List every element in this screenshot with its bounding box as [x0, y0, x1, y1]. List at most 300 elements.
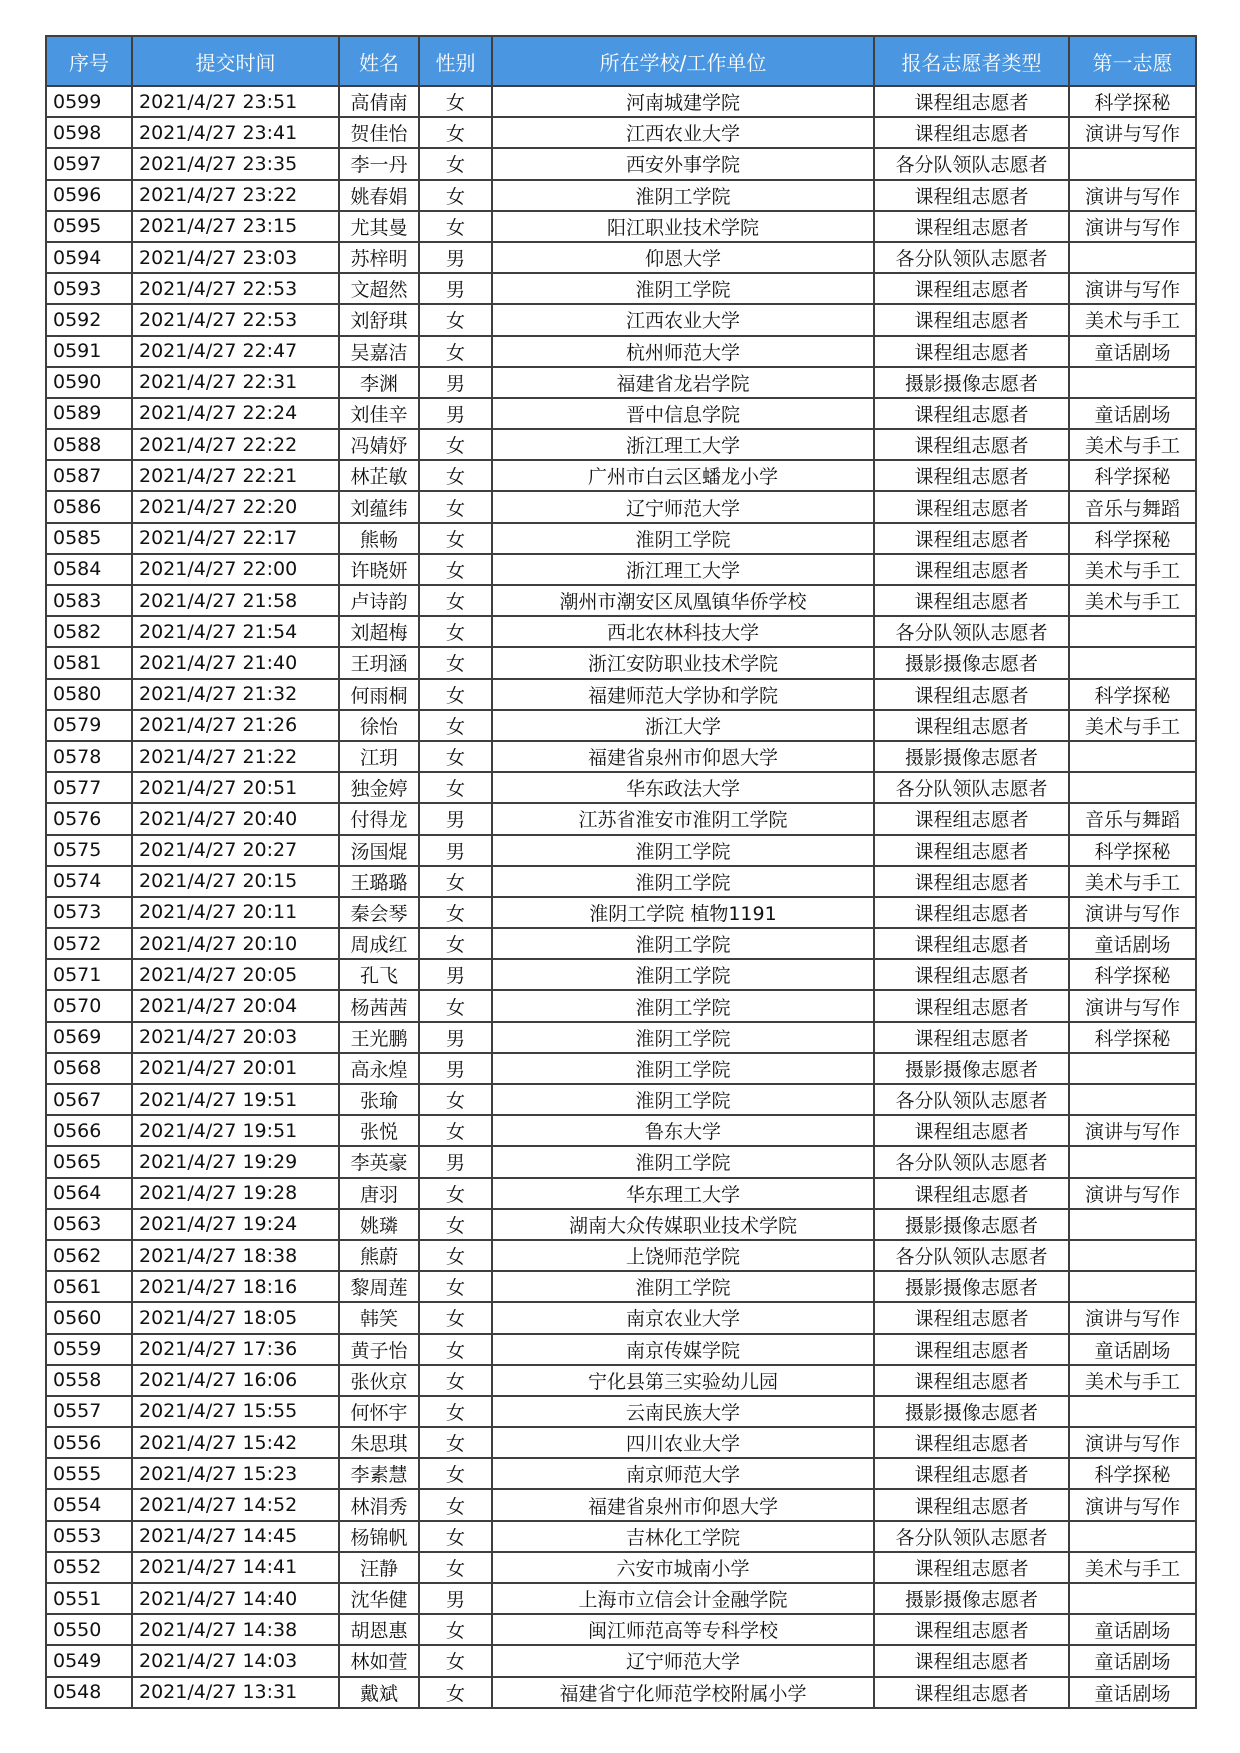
cell-volunteer-type: 课程组志愿者: [874, 117, 1069, 148]
cell-gender: 女: [419, 585, 492, 616]
cell-school: 四川农业大学: [492, 1427, 874, 1458]
cell-gender: 男: [419, 1146, 492, 1177]
cell-volunteer-type: 课程组志愿者: [874, 710, 1069, 741]
cell-submit-time: 2021/4/27 22:31: [132, 367, 339, 398]
cell-volunteer-type: 课程组志愿者: [874, 866, 1069, 897]
table-row: [46, 1458, 1196, 1489]
cell-first-choice: 演讲与写作: [1069, 1427, 1196, 1458]
cell-serial: 0571: [46, 959, 132, 990]
cell-school: 浙江大学: [492, 710, 874, 741]
cell-name: 王玥涵: [339, 647, 419, 678]
cell-name: 汪静: [339, 1552, 419, 1583]
cell-first-choice: 演讲与写作: [1069, 117, 1196, 148]
cell-name: 姚璘: [339, 1209, 419, 1240]
cell-volunteer-type: 课程组志愿者: [874, 398, 1069, 429]
cell-gender: 女: [419, 1209, 492, 1240]
table-row: [46, 429, 1196, 460]
cell-first-choice: 美术与手工: [1069, 429, 1196, 460]
cell-submit-time: 2021/4/27 18:05: [132, 1302, 339, 1333]
cell-school: 淮阴工学院: [492, 1084, 874, 1115]
cell-volunteer-type: 各分队领队志愿者: [874, 242, 1069, 273]
header-volunteer-type: 报名志愿者类型: [874, 36, 1069, 86]
cell-gender: 女: [419, 1645, 492, 1676]
cell-name: 刘佳辛: [339, 398, 419, 429]
table-row: [46, 1489, 1196, 1520]
cell-gender: 女: [419, 1396, 492, 1427]
cell-name: 张悦: [339, 1115, 419, 1146]
cell-serial: 0597: [46, 148, 132, 179]
cell-name: 刘蕴纬: [339, 491, 419, 522]
cell-name: 卢诗韵: [339, 585, 419, 616]
cell-submit-time: 2021/4/27 20:05: [132, 959, 339, 990]
cell-school: 闽江师范高等专科学校: [492, 1614, 874, 1645]
cell-first-choice: 美术与手工: [1069, 710, 1196, 741]
cell-name: 汤国焜: [339, 835, 419, 866]
cell-gender: 女: [419, 1552, 492, 1583]
table-row: [46, 1146, 1196, 1177]
table-row: [46, 1178, 1196, 1209]
cell-volunteer-type: 课程组志愿者: [874, 1489, 1069, 1520]
cell-first-choice: 科学探秘: [1069, 1022, 1196, 1053]
cell-school: 潮州市潮安区凤凰镇华侨学校: [492, 585, 874, 616]
cell-first-choice: 美术与手工: [1069, 585, 1196, 616]
cell-first-choice: 演讲与写作: [1069, 1178, 1196, 1209]
cell-school: 杭州师范大学: [492, 336, 874, 367]
cell-gender: 男: [419, 1022, 492, 1053]
cell-volunteer-type: 摄影摄像志愿者: [874, 1053, 1069, 1084]
cell-gender: 女: [419, 990, 492, 1021]
cell-serial: 0551: [46, 1583, 132, 1614]
cell-volunteer-type: 课程组志愿者: [874, 554, 1069, 585]
cell-name: 江玥: [339, 741, 419, 772]
cell-serial: 0565: [46, 1146, 132, 1177]
header-gender: 性别: [419, 36, 492, 86]
cell-first-choice: [1069, 616, 1196, 647]
cell-school: 浙江安防职业技术学院: [492, 647, 874, 678]
cell-first-choice: 童话剧场: [1069, 1334, 1196, 1365]
cell-serial: 0562: [46, 1240, 132, 1271]
cell-first-choice: [1069, 1240, 1196, 1271]
cell-serial: 0588: [46, 429, 132, 460]
cell-school: 西北农林科技大学: [492, 616, 874, 647]
cell-serial: 0553: [46, 1521, 132, 1552]
cell-serial: 0570: [46, 990, 132, 1021]
cell-submit-time: 2021/4/27 17:36: [132, 1334, 339, 1365]
cell-volunteer-type: 课程组志愿者: [874, 273, 1069, 304]
cell-volunteer-type: 课程组志愿者: [874, 990, 1069, 1021]
cell-gender: 女: [419, 491, 492, 522]
cell-first-choice: [1069, 148, 1196, 179]
table-row: [46, 180, 1196, 211]
cell-name: 尤其曼: [339, 211, 419, 242]
cell-submit-time: 2021/4/27 20:40: [132, 803, 339, 834]
cell-gender: 女: [419, 554, 492, 585]
cell-serial: 0559: [46, 1334, 132, 1365]
cell-first-choice: 美术与手工: [1069, 866, 1196, 897]
cell-first-choice: 演讲与写作: [1069, 1302, 1196, 1333]
cell-submit-time: 2021/4/27 20:04: [132, 990, 339, 1021]
cell-name: 王光鹏: [339, 1022, 419, 1053]
cell-gender: 女: [419, 679, 492, 710]
cell-first-choice: 美术与手工: [1069, 304, 1196, 335]
cell-gender: 女: [419, 429, 492, 460]
cell-serial: 0577: [46, 772, 132, 803]
cell-school: 辽宁师范大学: [492, 1645, 874, 1676]
table-row: [46, 1677, 1196, 1708]
cell-submit-time: 2021/4/27 14:52: [132, 1489, 339, 1520]
cell-submit-time: 2021/4/27 22:20: [132, 491, 339, 522]
cell-first-choice: 童话剧场: [1069, 336, 1196, 367]
cell-submit-time: 2021/4/27 19:51: [132, 1115, 339, 1146]
cell-school: 淮阴工学院: [492, 1271, 874, 1302]
cell-school: 河南城建学院: [492, 86, 874, 117]
table-row: [46, 1552, 1196, 1583]
cell-gender: 女: [419, 1458, 492, 1489]
cell-name: 何雨桐: [339, 679, 419, 710]
cell-submit-time: 2021/4/27 22:22: [132, 429, 339, 460]
cell-name: 朱思琪: [339, 1427, 419, 1458]
cell-name: 林涓秀: [339, 1489, 419, 1520]
cell-gender: 女: [419, 523, 492, 554]
cell-name: 付得龙: [339, 803, 419, 834]
cell-submit-time: 2021/4/27 20:27: [132, 835, 339, 866]
cell-gender: 女: [419, 616, 492, 647]
cell-first-choice: 科学探秘: [1069, 460, 1196, 491]
cell-gender: 女: [419, 304, 492, 335]
table-row: [46, 772, 1196, 803]
cell-volunteer-type: 课程组志愿者: [874, 959, 1069, 990]
table-row: [46, 959, 1196, 990]
cell-gender: 女: [419, 866, 492, 897]
cell-name: 苏梓明: [339, 242, 419, 273]
cell-gender: 男: [419, 367, 492, 398]
cell-serial: 0561: [46, 1271, 132, 1302]
table-row: [46, 304, 1196, 335]
cell-volunteer-type: 课程组志愿者: [874, 429, 1069, 460]
cell-gender: 女: [419, 1302, 492, 1333]
cell-school: 淮阴工学院: [492, 523, 874, 554]
cell-school: 华东理工大学: [492, 1178, 874, 1209]
cell-volunteer-type: 课程组志愿者: [874, 803, 1069, 834]
cell-school: 淮阴工学院: [492, 1146, 874, 1177]
cell-submit-time: 2021/4/27 23:15: [132, 211, 339, 242]
cell-volunteer-type: 课程组志愿者: [874, 1614, 1069, 1645]
cell-school: 南京传媒学院: [492, 1334, 874, 1365]
cell-first-choice: [1069, 1396, 1196, 1427]
cell-gender: 女: [419, 211, 492, 242]
cell-gender: 女: [419, 1115, 492, 1146]
cell-name: 徐怡: [339, 710, 419, 741]
cell-school: 浙江理工大学: [492, 429, 874, 460]
cell-gender: 女: [419, 1365, 492, 1396]
cell-submit-time: 2021/4/27 23:51: [132, 86, 339, 117]
cell-volunteer-type: 课程组志愿者: [874, 1302, 1069, 1333]
cell-volunteer-type: 各分队领队志愿者: [874, 616, 1069, 647]
cell-submit-time: 2021/4/27 20:51: [132, 772, 339, 803]
cell-first-choice: 音乐与舞蹈: [1069, 803, 1196, 834]
cell-gender: 女: [419, 460, 492, 491]
cell-gender: 女: [419, 772, 492, 803]
cell-volunteer-type: 摄影摄像志愿者: [874, 1583, 1069, 1614]
cell-school: 华东政法大学: [492, 772, 874, 803]
cell-first-choice: [1069, 1271, 1196, 1302]
cell-gender: 女: [419, 1489, 492, 1520]
cell-name: 胡恩惠: [339, 1614, 419, 1645]
cell-serial: 0583: [46, 585, 132, 616]
cell-submit-time: 2021/4/27 14:38: [132, 1614, 339, 1645]
cell-name: 李一丹: [339, 148, 419, 179]
cell-submit-time: 2021/4/27 14:40: [132, 1583, 339, 1614]
table-row: [46, 585, 1196, 616]
cell-serial: 0576: [46, 803, 132, 834]
table-row: [46, 1084, 1196, 1115]
cell-submit-time: 2021/4/27 14:03: [132, 1645, 339, 1676]
cell-serial: 0566: [46, 1115, 132, 1146]
table-row: [46, 273, 1196, 304]
table-row: [46, 242, 1196, 273]
cell-serial: 0552: [46, 1552, 132, 1583]
cell-volunteer-type: 各分队领队志愿者: [874, 1240, 1069, 1271]
table-row: [46, 835, 1196, 866]
cell-serial: 0587: [46, 460, 132, 491]
cell-school: 上饶师范学院: [492, 1240, 874, 1271]
cell-submit-time: 2021/4/27 19:29: [132, 1146, 339, 1177]
header-submit-time: 提交时间: [132, 36, 339, 86]
cell-serial: 0560: [46, 1302, 132, 1333]
cell-gender: 男: [419, 835, 492, 866]
table-row: [46, 1427, 1196, 1458]
table-row: [46, 1365, 1196, 1396]
cell-volunteer-type: 课程组志愿者: [874, 1365, 1069, 1396]
cell-name: 熊畅: [339, 523, 419, 554]
cell-submit-time: 2021/4/27 13:31: [132, 1677, 339, 1708]
table-row: [46, 647, 1196, 678]
cell-serial: 0567: [46, 1084, 132, 1115]
cell-name: 李素慧: [339, 1458, 419, 1489]
cell-name: 吴嘉洁: [339, 336, 419, 367]
cell-first-choice: 演讲与写作: [1069, 180, 1196, 211]
cell-gender: 女: [419, 148, 492, 179]
cell-submit-time: 2021/4/27 21:32: [132, 679, 339, 710]
cell-gender: 女: [419, 647, 492, 678]
cell-school: 淮阴工学院: [492, 1022, 874, 1053]
table-row: [46, 336, 1196, 367]
cell-gender: 女: [419, 1240, 492, 1271]
cell-gender: 女: [419, 117, 492, 148]
cell-serial: 0595: [46, 211, 132, 242]
cell-submit-time: 2021/4/27 21:26: [132, 710, 339, 741]
cell-volunteer-type: 课程组志愿者: [874, 1334, 1069, 1365]
cell-serial: 0585: [46, 523, 132, 554]
cell-volunteer-type: 课程组志愿者: [874, 523, 1069, 554]
cell-school: 辽宁师范大学: [492, 491, 874, 522]
table-row: [46, 1583, 1196, 1614]
cell-name: 高永煌: [339, 1053, 419, 1084]
cell-school: 鲁东大学: [492, 1115, 874, 1146]
cell-school: 吉林化工学院: [492, 1521, 874, 1552]
cell-submit-time: 2021/4/27 23:35: [132, 148, 339, 179]
cell-volunteer-type: 课程组志愿者: [874, 86, 1069, 117]
cell-volunteer-type: 课程组志愿者: [874, 1178, 1069, 1209]
cell-volunteer-type: 各分队领队志愿者: [874, 148, 1069, 179]
cell-submit-time: 2021/4/27 20:03: [132, 1022, 339, 1053]
table-row: [46, 741, 1196, 772]
cell-serial: 0574: [46, 866, 132, 897]
cell-submit-time: 2021/4/27 22:17: [132, 523, 339, 554]
header-school: 所在学校/工作单位: [492, 36, 874, 86]
cell-first-choice: 科学探秘: [1069, 86, 1196, 117]
cell-first-choice: 童话剧场: [1069, 1614, 1196, 1645]
cell-first-choice: [1069, 741, 1196, 772]
cell-school: 淮阴工学院: [492, 866, 874, 897]
table-row: [46, 803, 1196, 834]
table-row: [46, 710, 1196, 741]
cell-name: 林如萱: [339, 1645, 419, 1676]
cell-serial: 0599: [46, 86, 132, 117]
cell-name: 张伙京: [339, 1365, 419, 1396]
cell-name: 姚春娟: [339, 180, 419, 211]
cell-name: 熊蔚: [339, 1240, 419, 1271]
cell-first-choice: [1069, 1521, 1196, 1552]
cell-first-choice: [1069, 647, 1196, 678]
cell-name: 刘超梅: [339, 616, 419, 647]
cell-school: 浙江理工大学: [492, 554, 874, 585]
cell-gender: 男: [419, 398, 492, 429]
cell-first-choice: 童话剧场: [1069, 1645, 1196, 1676]
cell-gender: 女: [419, 710, 492, 741]
cell-school: 福建省泉州市仰恩大学: [492, 1489, 874, 1520]
cell-first-choice: 音乐与舞蹈: [1069, 491, 1196, 522]
header-first-choice: 第一志愿: [1069, 36, 1196, 86]
cell-school: 晋中信息学院: [492, 398, 874, 429]
cell-volunteer-type: 摄影摄像志愿者: [874, 1271, 1069, 1302]
cell-gender: 男: [419, 273, 492, 304]
table-row: [46, 554, 1196, 585]
cell-volunteer-type: 课程组志愿者: [874, 460, 1069, 491]
cell-name: 黄子怡: [339, 1334, 419, 1365]
cell-gender: 女: [419, 1084, 492, 1115]
registration-table: [45, 35, 1197, 1709]
cell-first-choice: 美术与手工: [1069, 1552, 1196, 1583]
cell-name: 杨茜茜: [339, 990, 419, 1021]
cell-first-choice: [1069, 1053, 1196, 1084]
cell-school: 宁化县第三实验幼儿园: [492, 1365, 874, 1396]
cell-name: 戴斌: [339, 1677, 419, 1708]
header-row: [46, 36, 1196, 86]
cell-school: 江苏省淮安市淮阴工学院: [492, 803, 874, 834]
cell-serial: 0586: [46, 491, 132, 522]
cell-first-choice: 科学探秘: [1069, 959, 1196, 990]
cell-first-choice: [1069, 367, 1196, 398]
cell-first-choice: 演讲与写作: [1069, 211, 1196, 242]
cell-first-choice: [1069, 1209, 1196, 1240]
table-row: [46, 1240, 1196, 1271]
cell-first-choice: 科学探秘: [1069, 1458, 1196, 1489]
cell-school: 福建师范大学协和学院: [492, 679, 874, 710]
cell-serial: 0592: [46, 304, 132, 335]
cell-first-choice: 科学探秘: [1069, 679, 1196, 710]
cell-school: 六安市城南小学: [492, 1552, 874, 1583]
cell-name: 刘舒琪: [339, 304, 419, 335]
cell-volunteer-type: 各分队领队志愿者: [874, 1146, 1069, 1177]
table-body: [46, 86, 1196, 1708]
cell-volunteer-type: 摄影摄像志愿者: [874, 741, 1069, 772]
cell-submit-time: 2021/4/27 20:10: [132, 928, 339, 959]
cell-serial: 0579: [46, 710, 132, 741]
cell-submit-time: 2021/4/27 19:28: [132, 1178, 339, 1209]
cell-school: 福建省宁化师范学校附属小学: [492, 1677, 874, 1708]
cell-name: 韩笑: [339, 1302, 419, 1333]
cell-serial: 0572: [46, 928, 132, 959]
cell-gender: 男: [419, 242, 492, 273]
cell-volunteer-type: 各分队领队志愿者: [874, 772, 1069, 803]
cell-volunteer-type: 课程组志愿者: [874, 928, 1069, 959]
cell-serial: 0563: [46, 1209, 132, 1240]
cell-volunteer-type: 课程组志愿者: [874, 1022, 1069, 1053]
cell-serial: 0568: [46, 1053, 132, 1084]
cell-name: 何怀宇: [339, 1396, 419, 1427]
cell-submit-time: 2021/4/27 23:41: [132, 117, 339, 148]
table-row: [46, 148, 1196, 179]
cell-submit-time: 2021/4/27 15:55: [132, 1396, 339, 1427]
cell-name: 高倩南: [339, 86, 419, 117]
cell-school: 淮阴工学院: [492, 835, 874, 866]
cell-gender: 女: [419, 1427, 492, 1458]
cell-gender: 女: [419, 336, 492, 367]
cell-name: 李渊: [339, 367, 419, 398]
cell-school: 淮阴工学院: [492, 1053, 874, 1084]
cell-volunteer-type: 课程组志愿者: [874, 1677, 1069, 1708]
cell-volunteer-type: 课程组志愿者: [874, 1115, 1069, 1146]
cell-submit-time: 2021/4/27 22:21: [132, 460, 339, 491]
table-row: [46, 1645, 1196, 1676]
cell-submit-time: 2021/4/27 15:42: [132, 1427, 339, 1458]
cell-school: 福建省龙岩学院: [492, 367, 874, 398]
cell-submit-time: 2021/4/27 18:38: [132, 1240, 339, 1271]
cell-school: 仰恩大学: [492, 242, 874, 273]
cell-volunteer-type: 课程组志愿者: [874, 180, 1069, 211]
cell-serial: 0584: [46, 554, 132, 585]
table-row: [46, 398, 1196, 429]
cell-first-choice: [1069, 1146, 1196, 1177]
cell-volunteer-type: 课程组志愿者: [874, 679, 1069, 710]
cell-school: 江西农业大学: [492, 304, 874, 335]
cell-name: 文超然: [339, 273, 419, 304]
table-row: [46, 990, 1196, 1021]
cell-name: 黎周莲: [339, 1271, 419, 1302]
cell-serial: 0580: [46, 679, 132, 710]
cell-submit-time: 2021/4/27 23:22: [132, 180, 339, 211]
cell-first-choice: 美术与手工: [1069, 554, 1196, 585]
cell-school: 西安外事学院: [492, 148, 874, 179]
table-row: [46, 491, 1196, 522]
cell-name: 许晓妍: [339, 554, 419, 585]
cell-first-choice: 童话剧场: [1069, 398, 1196, 429]
table-row: [46, 897, 1196, 928]
table-row: [46, 1396, 1196, 1427]
cell-name: 孔飞: [339, 959, 419, 990]
cell-submit-time: 2021/4/27 18:16: [132, 1271, 339, 1302]
cell-first-choice: [1069, 1583, 1196, 1614]
cell-school: 江西农业大学: [492, 117, 874, 148]
cell-volunteer-type: 课程组志愿者: [874, 304, 1069, 335]
cell-submit-time: 2021/4/27 15:23: [132, 1458, 339, 1489]
cell-volunteer-type: 课程组志愿者: [874, 1552, 1069, 1583]
table-row: [46, 211, 1196, 242]
cell-first-choice: 科学探秘: [1069, 835, 1196, 866]
cell-submit-time: 2021/4/27 14:41: [132, 1552, 339, 1583]
cell-submit-time: 2021/4/27 20:15: [132, 866, 339, 897]
